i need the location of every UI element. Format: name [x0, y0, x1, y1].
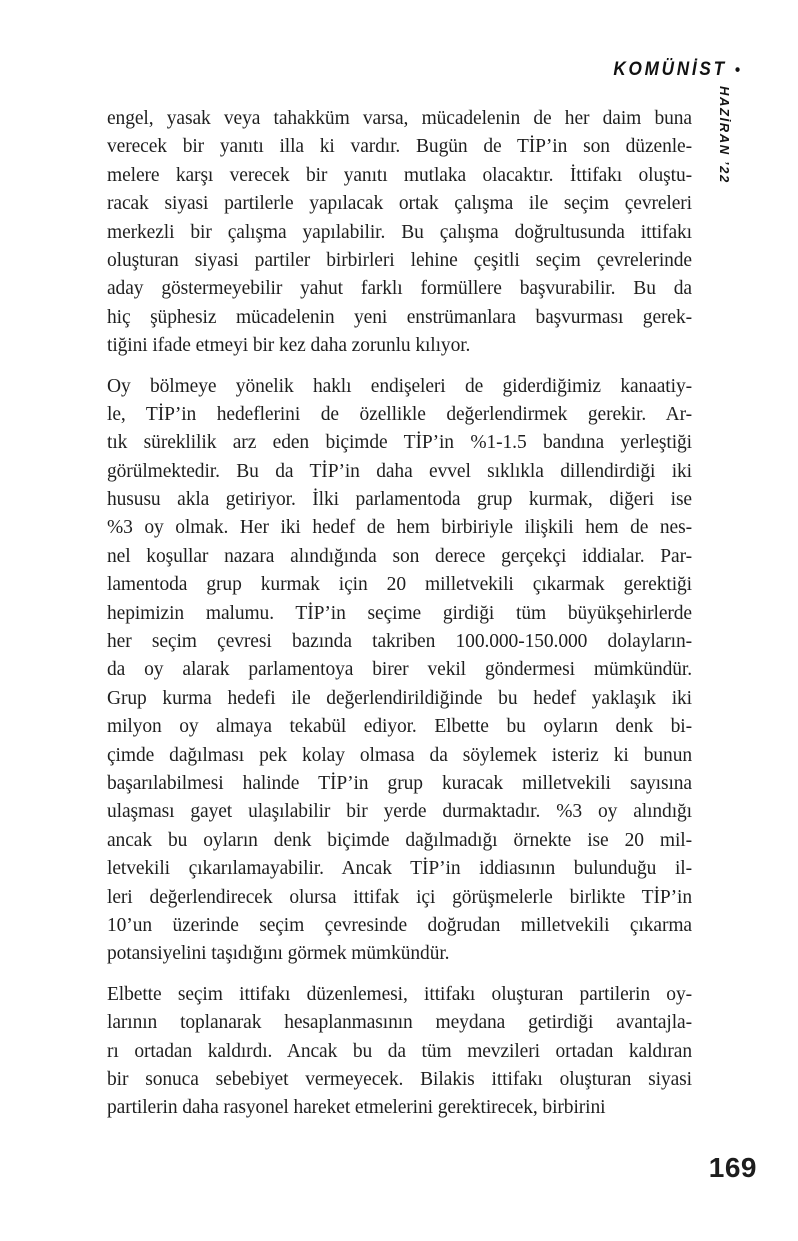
running-head: [89, 58, 740, 81]
text-line: engel, yasak veya tahakküm varsa, mücadelenin de her daim buna: [107, 108, 692, 129]
paragraph: [107, 373, 692, 969]
bullet-icon: •: [734, 60, 740, 79]
text-line: tık süreklilik arz eden biçimde TİP’in %1-1.5 bandına yerleştiği: [107, 432, 692, 454]
text-line: da oy alarak parlamentoya birer vekil göndermesi mümkündür.: [107, 659, 692, 681]
text-line: verecek bir yanıtı illa ki vardır. Bugün de TİP’in son düzenle-: [107, 136, 692, 158]
journal-title: KOMÜNİST: [613, 58, 727, 80]
text-line: her seçim çevresi bazında takriben 100.000-150.000 dolayların-: [107, 631, 692, 653]
text-line: %3 oy olmak. Her iki hedef de hem birbiriyle ilişkili hem de nes-: [107, 517, 692, 539]
text-line: Grup kurma hedefi ile değerlendirildiğinde bu hedef yaklaşık iki: [107, 687, 692, 709]
text-line: leri değerlendirecek olursa ittifak içi görüşmelerle birlikte TİP’in: [107, 886, 692, 908]
text-line: aday göstermeyebilir yahut farklı formüllere başvurabilir. Bu da: [107, 278, 692, 300]
text-line: lamentoda grup kurmak için 20 milletvekili çıkarmak gerektiği: [107, 574, 692, 596]
text-line: partilerin daha rasyonel hareket etmelerini gerektirecek, birbirini: [107, 1097, 606, 1119]
text-line: letvekili çıkarılamayabilir. Ancak TİP’in iddiasının bulunduğu il-: [107, 858, 692, 880]
issue-date-vertical: HAZİRAN ’22: [717, 86, 732, 184]
page-number: 169: [708, 1152, 757, 1183]
text-line: tiğini ifade etmeyi bir kez daha zorunlu kılıyor.: [107, 335, 471, 357]
text-line: melere karşı verecek bir yanıtı mutlaka olacaktır. İttifakı oluştu-: [107, 164, 692, 186]
text-line: le, TİP’in hedeflerini de özellikle değerlendirmek gerekir. Ar-: [107, 403, 692, 425]
text-line: hususu akla getiriyor. İlki parlamentoda grup kurmak, diğeri ise: [107, 489, 692, 511]
text-line: larının toplanarak hesaplanmasının meydana getirdiği avantajla-: [107, 1012, 692, 1034]
text-line: merkezli bir çalışma yapılabilir. Bu çalışma doğrultusunda ittifakı: [107, 221, 692, 243]
text-line: rı ortadan kaldırdı. Ancak bu da tüm mevzileri ortadan kaldıran: [107, 1040, 692, 1062]
text-line: çimde dağılması pek kolay olmasa da söylemek isteriz ki bunun: [107, 744, 692, 766]
text-line: başarılabilmesi halinde TİP’in grup kuracak milletvekili sayısına: [107, 772, 692, 794]
text-line: racak siyasi partilerle yapılacak ortak çalışma ile seçim çevreleri: [107, 193, 692, 215]
text-line: hepimizin malumu. TİP’in seçime girdiği tüm büyükşehirlerde: [107, 602, 692, 624]
text-line: 10’un üzerinde seçim çevresinde doğrudan milletvekili çıkarma: [107, 914, 692, 936]
text-line: nel koşullar nazara alındığında son derece gerçekçi iddialar. Par-: [107, 545, 692, 567]
paragraph: [107, 105, 692, 361]
text-line: bir sonuca sebebiyet vermeyecek. Bilakis ittifakı oluşturan siyasi: [107, 1068, 692, 1090]
text-line: Oy bölmeye yönelik haklı endişeleri de giderdiğimiz kanaatiy-: [107, 375, 692, 397]
text-line: oluşturan siyasi partiler birbirleri lehine çeşitli seçim çevrelerinde: [107, 249, 692, 271]
text-line: milyon oy almaya tekabül ediyor. Elbette bu oyların denk bi-: [107, 716, 692, 738]
text-line: hiç şüphesiz mücadelenin yeni enstrümanlara başvurması gerek-: [107, 306, 692, 328]
text-line: görülmektedir. Bu da TİP’in daha evvel sıklıkla dillendirdiği iki: [107, 460, 692, 482]
paragraph: [107, 981, 692, 1123]
article-body: [107, 105, 692, 1135]
text-line: ulaşması gayet ulaşılabilir bir yerde durmaktadır. %3 oy alındığı: [107, 801, 692, 823]
text-line: Elbette seçim ittifakı düzenlemesi, ittifakı oluşturan partilerin oy-: [107, 983, 692, 1005]
text-line: potansiyelini taşıdığını görmek mümkündür.: [107, 943, 450, 965]
text-line: ancak bu oyların denk biçimde dağılmadığı örnekte ise 20 mil-: [107, 829, 692, 851]
